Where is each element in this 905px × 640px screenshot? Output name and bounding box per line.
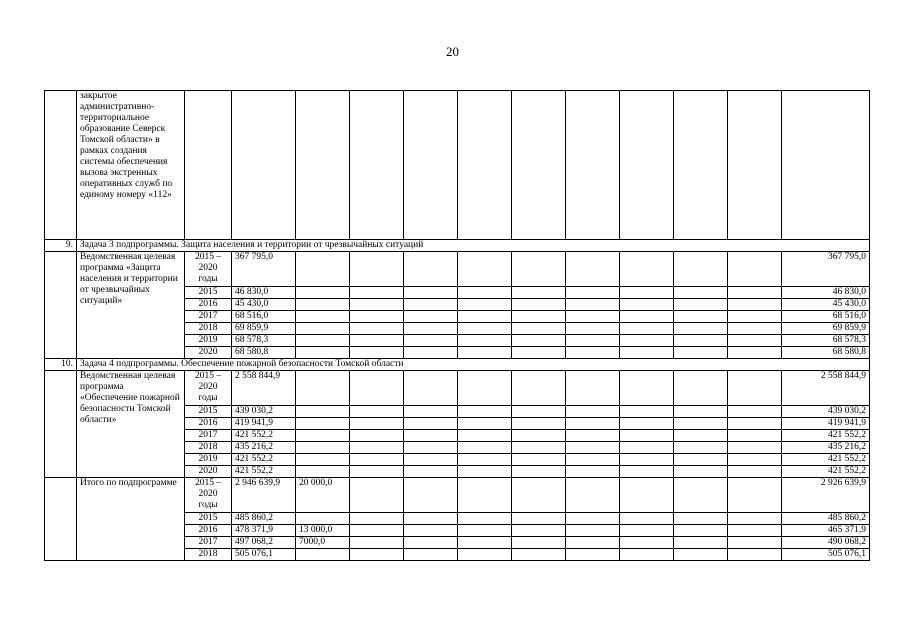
empty-cell — [512, 323, 566, 335]
second-amount-cell — [296, 442, 350, 454]
empty-cell — [350, 371, 404, 406]
empty-cell — [674, 252, 728, 287]
year-cell: 2018 — [185, 549, 232, 561]
empty-cell — [512, 335, 566, 347]
num-cell — [45, 478, 77, 561]
empty-cell — [458, 418, 512, 430]
empty-cell — [512, 513, 566, 525]
empty-cell — [404, 537, 458, 549]
year-cell: 2015 – 2020 годы — [185, 252, 232, 287]
empty-cell — [350, 549, 404, 561]
total-cell: 485 860,2 — [782, 513, 870, 525]
num-cell — [45, 91, 77, 240]
empty-cell — [620, 252, 674, 287]
total-cell: 421 552,2 — [782, 430, 870, 442]
empty-cell — [620, 371, 674, 406]
empty-cell — [458, 311, 512, 323]
total-cell: 367 795,0 — [782, 252, 870, 287]
total-cell: 490 068,2 — [782, 537, 870, 549]
amount-cell: 485 860,2 — [232, 513, 296, 525]
amount-cell: 505 076,1 — [232, 549, 296, 561]
year-cell: 2019 — [185, 454, 232, 466]
empty-cell — [566, 347, 620, 359]
empty-cell — [458, 478, 512, 513]
second-amount-cell — [296, 454, 350, 466]
empty-cell — [458, 347, 512, 359]
empty-cell — [728, 335, 782, 347]
amount-cell: 421 552,2 — [232, 466, 296, 478]
empty-cell — [566, 466, 620, 478]
empty-cell — [728, 454, 782, 466]
empty-cell — [404, 430, 458, 442]
empty-cell — [458, 549, 512, 561]
year-cell: 2020 — [185, 347, 232, 359]
year-cell: 2016 — [185, 525, 232, 537]
empty-cell — [350, 513, 404, 525]
amount-cell: 497 068,2 — [232, 537, 296, 549]
empty-cell — [728, 466, 782, 478]
empty-cell — [458, 442, 512, 454]
empty-cell — [728, 299, 782, 311]
empty-cell — [350, 430, 404, 442]
empty-cell — [674, 537, 728, 549]
second-amount-cell — [296, 299, 350, 311]
empty-cell — [620, 537, 674, 549]
task-title: Задача 3 подпрограммы. Защита населения и территории от чрезвычайных ситуаций — [77, 240, 870, 252]
empty-cell — [458, 537, 512, 549]
amount-cell: 478 371,9 — [232, 525, 296, 537]
empty-cell — [728, 442, 782, 454]
empty-cell — [350, 454, 404, 466]
total-cell: 505 076,1 — [782, 549, 870, 561]
empty-cell — [566, 418, 620, 430]
year-cell: 2016 — [185, 299, 232, 311]
year-cell: 2018 — [185, 323, 232, 335]
year-cell: 2020 — [185, 466, 232, 478]
empty-cell — [512, 371, 566, 406]
total-cell: 68 578,3 — [782, 335, 870, 347]
second-amount-cell — [296, 252, 350, 287]
continued-name-cell: закрытое административно-территориальное образование Северск Томской области» в рамках создания системы обеспечения вызова экстренных оперативных служб по единому номеру «112» — [77, 91, 185, 240]
empty-cell — [674, 525, 728, 537]
empty-cell — [728, 430, 782, 442]
empty-cell — [728, 537, 782, 549]
empty-cell — [566, 442, 620, 454]
empty-cell — [350, 311, 404, 323]
total-cell: 421 552,2 — [782, 454, 870, 466]
task3-row — [45, 252, 870, 287]
empty-cell — [512, 347, 566, 359]
second-amount-cell: 13 000,0 — [296, 525, 350, 537]
empty-cell — [674, 454, 728, 466]
year-cell: 2017 — [185, 537, 232, 549]
empty-cell — [620, 347, 674, 359]
amount-cell: 45 430,0 — [232, 299, 296, 311]
empty-cell — [458, 430, 512, 442]
empty-cell — [674, 311, 728, 323]
empty-cell — [512, 466, 566, 478]
empty-cell — [728, 478, 782, 513]
empty-cell — [404, 335, 458, 347]
empty-cell — [404, 466, 458, 478]
empty-cell — [674, 513, 728, 525]
empty-cell — [404, 371, 458, 406]
empty-cell — [620, 299, 674, 311]
empty-cell — [674, 418, 728, 430]
empty-cell — [674, 466, 728, 478]
amount-cell: 68 578,3 — [232, 335, 296, 347]
empty-cell — [620, 418, 674, 430]
amount-cell: 439 030,2 — [232, 406, 296, 418]
empty-cell — [566, 371, 620, 406]
second-amount-cell — [296, 418, 350, 430]
empty-cell — [512, 430, 566, 442]
year-cell: 2019 — [185, 335, 232, 347]
empty-cell — [458, 335, 512, 347]
empty-cell — [512, 454, 566, 466]
empty-cell — [566, 478, 620, 513]
empty-cell — [674, 299, 728, 311]
empty-cell — [566, 549, 620, 561]
empty-cell — [566, 454, 620, 466]
empty-cell — [458, 454, 512, 466]
empty-cell — [512, 525, 566, 537]
amount-cell: 68 580,8 — [232, 347, 296, 359]
second-amount-cell — [296, 466, 350, 478]
amount-cell: 2 946 639,9 — [232, 478, 296, 513]
task-number: 9. — [45, 240, 77, 252]
year-cell: 2015 — [185, 513, 232, 525]
empty-cell — [404, 418, 458, 430]
empty-cell — [674, 478, 728, 513]
total-cell: 68 580,8 — [782, 347, 870, 359]
empty-cell — [674, 347, 728, 359]
itogo-name: Итого по подпрограмме — [77, 478, 185, 561]
empty-cell — [728, 287, 782, 299]
year-cell: 2016 — [185, 418, 232, 430]
empty-cell — [620, 454, 674, 466]
empty-cell — [350, 323, 404, 335]
empty-cell — [620, 406, 674, 418]
empty-cell — [458, 371, 512, 406]
second-amount-cell — [296, 549, 350, 561]
empty-cell — [458, 287, 512, 299]
empty-cell — [674, 371, 728, 406]
second-amount-cell — [296, 287, 350, 299]
empty-cell — [674, 287, 728, 299]
amount-cell: 367 795,0 — [232, 252, 296, 287]
empty-cell — [674, 442, 728, 454]
amount-cell: 68 516,0 — [232, 311, 296, 323]
empty-cell — [404, 478, 458, 513]
second-amount-cell — [296, 513, 350, 525]
empty-cell — [512, 549, 566, 561]
num-cell — [45, 252, 77, 359]
year-cell: 2015 — [185, 406, 232, 418]
empty-cell — [674, 549, 728, 561]
year-cell: 2015 – 2020 годы — [185, 371, 232, 406]
empty-cell — [458, 466, 512, 478]
empty-cell — [620, 442, 674, 454]
empty-cell — [512, 311, 566, 323]
total-cell: 419 941,9 — [782, 418, 870, 430]
empty-cell — [350, 442, 404, 454]
task3-name: Ведомственная целевая программа «Защита населения и территории от чрезвычайных ситуаций» — [77, 252, 185, 359]
amount-cell: 419 941,9 — [232, 418, 296, 430]
empty-cell — [350, 287, 404, 299]
second-amount-cell — [296, 335, 350, 347]
empty-cell — [566, 537, 620, 549]
year-cell: 2015 — [185, 287, 232, 299]
task4-row — [45, 371, 870, 406]
empty-cell — [512, 406, 566, 418]
empty-cell — [404, 406, 458, 418]
second-amount-cell — [296, 347, 350, 359]
empty-cell — [350, 525, 404, 537]
empty-cell — [404, 299, 458, 311]
empty-cell — [566, 299, 620, 311]
second-amount-cell — [296, 406, 350, 418]
amount-cell: 46 830,0 — [232, 287, 296, 299]
empty-cell — [404, 252, 458, 287]
task-title: Задача 4 подпрограммы. Обеспечение пожарной безопасности Томской области — [77, 359, 870, 371]
empty-cell — [350, 347, 404, 359]
task4-name: Ведомственная целевая программа «Обеспечение пожарной безопасности Томской области» — [77, 371, 185, 478]
total-cell: 2 926 639,9 — [782, 478, 870, 513]
empty-cell — [566, 525, 620, 537]
empty-cell — [512, 442, 566, 454]
empty-cell — [458, 513, 512, 525]
empty-cell — [728, 323, 782, 335]
empty-cell — [512, 299, 566, 311]
empty-cell — [404, 323, 458, 335]
total-cell: 465 371,9 — [782, 525, 870, 537]
empty-cell — [404, 287, 458, 299]
continued-row — [45, 91, 870, 240]
empty-cell — [728, 549, 782, 561]
empty-cell — [620, 525, 674, 537]
empty-cell — [512, 252, 566, 287]
empty-cell — [566, 406, 620, 418]
year-cell: 2018 — [185, 442, 232, 454]
empty-cell — [620, 430, 674, 442]
empty-cell — [512, 478, 566, 513]
num-cell — [45, 371, 77, 478]
empty-cell — [566, 335, 620, 347]
second-amount-cell — [296, 371, 350, 406]
empty-cell — [620, 549, 674, 561]
empty-cell — [566, 252, 620, 287]
empty-cell — [350, 335, 404, 347]
empty-cell — [404, 311, 458, 323]
empty-cell — [566, 513, 620, 525]
empty-cell — [512, 287, 566, 299]
total-cell: 435 216,2 — [782, 442, 870, 454]
empty-cell — [674, 406, 728, 418]
empty-cell — [728, 406, 782, 418]
empty-cell — [350, 252, 404, 287]
task-row — [45, 240, 870, 252]
second-amount-cell — [296, 323, 350, 335]
empty-cell — [728, 525, 782, 537]
empty-cell — [620, 466, 674, 478]
empty-cell — [404, 442, 458, 454]
second-amount-cell: 7000,0 — [296, 537, 350, 549]
empty-cell — [674, 323, 728, 335]
empty-cell — [566, 430, 620, 442]
second-amount-cell: 20 000,0 — [296, 478, 350, 513]
empty-cell — [512, 418, 566, 430]
empty-cell — [620, 513, 674, 525]
empty-cell — [350, 418, 404, 430]
total-cell: 421 552,2 — [782, 466, 870, 478]
amount-cell: 421 552,2 — [232, 454, 296, 466]
empty-cell — [350, 299, 404, 311]
empty-cell — [404, 513, 458, 525]
empty-cell — [620, 323, 674, 335]
empty-cell — [620, 335, 674, 347]
year-cell: 2017 — [185, 311, 232, 323]
empty-cell — [458, 299, 512, 311]
empty-cell — [404, 454, 458, 466]
empty-cell — [458, 323, 512, 335]
task-row — [45, 359, 870, 371]
empty-cell — [566, 323, 620, 335]
empty-cell — [350, 466, 404, 478]
second-amount-cell — [296, 311, 350, 323]
empty-cell — [728, 347, 782, 359]
budget-table — [44, 90, 870, 561]
amount-cell: 421 552,2 — [232, 430, 296, 442]
task-number: 10. — [45, 359, 77, 371]
empty-cell — [620, 287, 674, 299]
empty-cell — [728, 418, 782, 430]
second-amount-cell — [296, 430, 350, 442]
empty-cell — [566, 287, 620, 299]
empty-cell — [458, 406, 512, 418]
year-cell: 2017 — [185, 430, 232, 442]
itogo-row — [45, 478, 870, 513]
empty-cell — [674, 430, 728, 442]
total-cell: 68 516,0 — [782, 311, 870, 323]
empty-cell — [350, 478, 404, 513]
empty-cell — [566, 311, 620, 323]
empty-cell — [404, 347, 458, 359]
total-cell: 45 430,0 — [782, 299, 870, 311]
empty-cell — [350, 406, 404, 418]
empty-cell — [512, 537, 566, 549]
empty-cell — [458, 525, 512, 537]
year-cell: 2015 – 2020 годы — [185, 478, 232, 513]
empty-cell — [728, 513, 782, 525]
empty-cell — [620, 311, 674, 323]
empty-cell — [620, 478, 674, 513]
total-cell: 439 030,2 — [782, 406, 870, 418]
empty-cell — [728, 371, 782, 406]
page-number: 20 — [446, 44, 459, 59]
total-cell: 2 558 844,9 — [782, 371, 870, 406]
empty-cell — [404, 549, 458, 561]
amount-cell: 2 558 844,9 — [232, 371, 296, 406]
empty-cell — [404, 525, 458, 537]
empty-cell — [350, 537, 404, 549]
amount-cell: 69 859,9 — [232, 323, 296, 335]
total-cell: 69 859,9 — [782, 323, 870, 335]
empty-cell — [728, 311, 782, 323]
empty-cell — [728, 252, 782, 287]
empty-cell — [674, 335, 728, 347]
empty-cell — [458, 252, 512, 287]
amount-cell: 435 216,2 — [232, 442, 296, 454]
total-cell: 46 830,0 — [782, 287, 870, 299]
